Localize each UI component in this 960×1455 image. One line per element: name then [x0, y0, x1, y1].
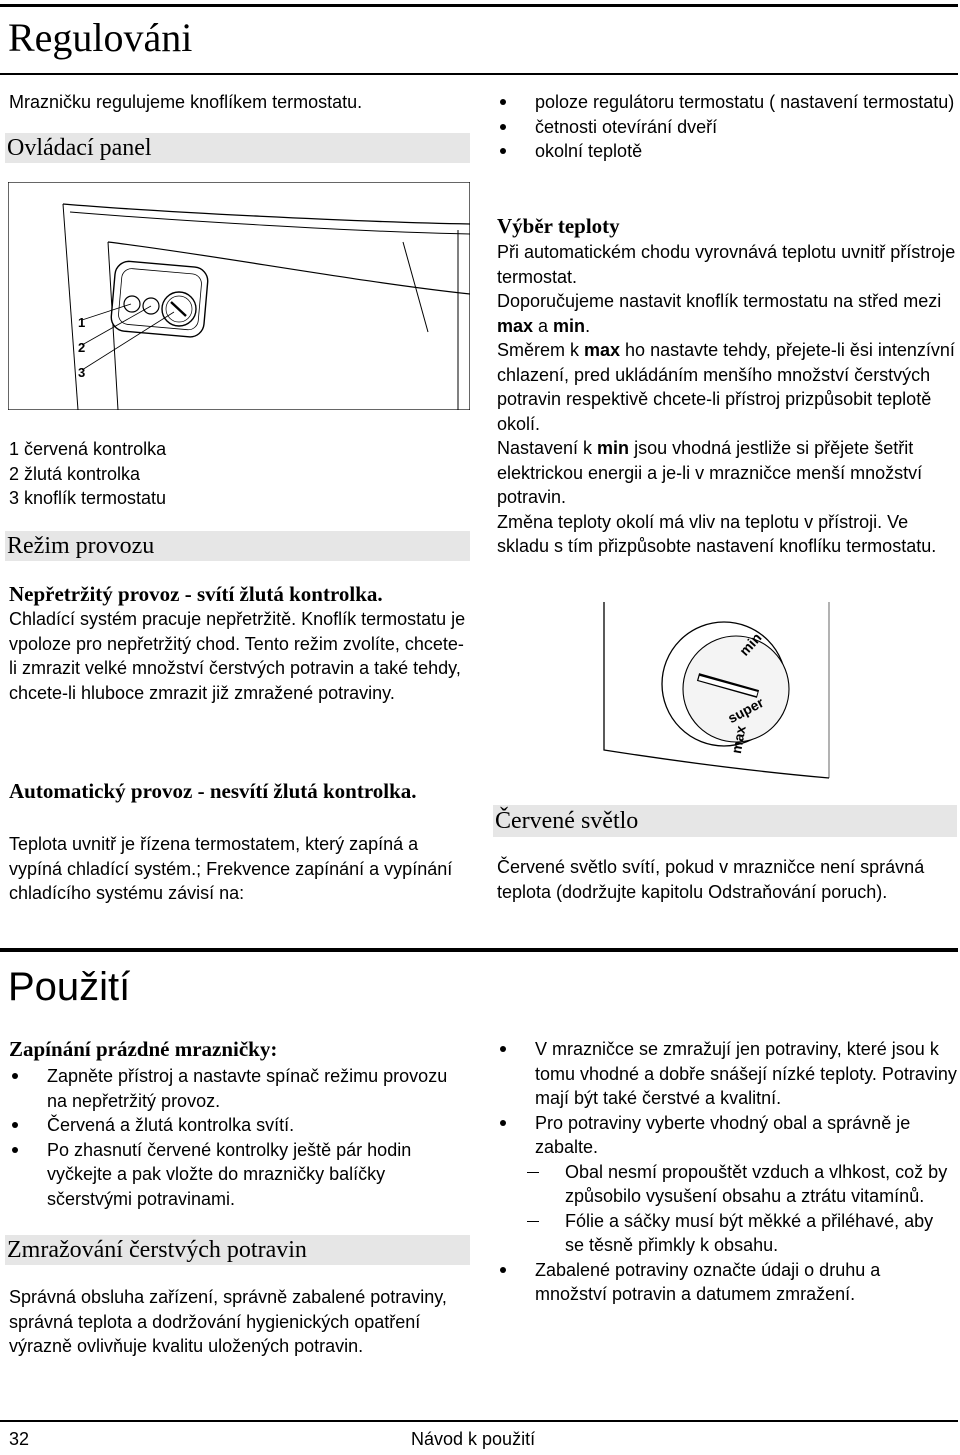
list-item: Zabalené potraviny označte údaji o druhu a množství potravin a datumem zmražení.	[497, 1258, 957, 1307]
empty-start-list	[9, 1064, 469, 1211]
red-light-text: Červené světlo svítí, pokud v mrazničce není správná teplota (dodržujte kapitolu Odstraňování poruch).	[497, 857, 925, 902]
freezing-text: Správná obsluha zařízení, správně zabalené potraviny, správná teplota a dodržování hygienických opatření výrazně ovlivňuje kvalitu uložených potravin.	[9, 1287, 447, 1356]
list-item: četnosti otevírání dveří	[497, 115, 957, 140]
control-panel-heading: Ovládací panel	[5, 133, 470, 163]
list-item: poloze regulátoru termostatu ( nastavení termostatu)	[497, 90, 957, 115]
usage-title: Použití	[8, 965, 131, 1009]
operation-mode-heading: Režim provozu	[5, 531, 470, 561]
red-indicator-light	[124, 296, 140, 312]
temperature-p1: Při automatickém chodu vyrovnává teplotu uvnitř přístroje termostat.	[497, 242, 956, 287]
freezing-heading: Zmražování čerstvých potravin	[5, 1235, 470, 1265]
figure-label-3: 3	[78, 365, 86, 380]
control-panel-figure	[8, 182, 470, 410]
tips-list	[497, 1037, 957, 1307]
title-underline	[0, 73, 958, 75]
legend-item: 3 knoflík termostatu	[9, 488, 167, 508]
intro-text: Mrazničku regulujeme knoflíkem termostatu.	[9, 92, 363, 112]
list-item: okolní teplotě	[497, 139, 957, 164]
list-item: Zapněte přístroj a nastavte spínač režimu provozu na nepřetržitý provoz.	[9, 1064, 469, 1113]
sub-list-item: Obal nesmí propouštět vzduch a vlhkost, což by způsobilo vysušení obsahu a ztrátu vitamínů.	[497, 1160, 957, 1209]
list-item: V mrazničce se zmražují jen potraviny, které jsou k tomu vhodné a dobře snášejí nízké teploty. Potraviny mají být také čerstvé a kvalitní.	[497, 1037, 957, 1111]
temperature-p2: Doporučujeme nastavit knoflík termostatu na střed mezi max a min.	[497, 291, 942, 336]
page-number: 32	[9, 1429, 30, 1449]
top-rule	[0, 4, 958, 7]
knob-figure	[601, 602, 831, 780]
auto-mode-text: Teplota uvnitř je řízena termostatem, který zapíná a vypíná chladící systém.; Frekvence zapínání a vypínání chladícího systému závisí na:	[9, 834, 453, 903]
control-panel-legend	[9, 437, 469, 511]
temperature-text	[497, 240, 957, 559]
continuous-mode-text: Chladící systém pracuje nepřetržitě. Knoflík termostatu je vpoloze pro nepřetržitý chod. Tento režim zvolíte, chcete-li zmrazit velké množství čerstvých potravin a také tehdy, chcete-li hluboce zmrazit již zmražené potraviny.	[9, 609, 466, 703]
footer-rule	[0, 1420, 958, 1422]
temperature-p5: Změna teploty okolí má vliv na teplotu v přístroji. Ve skladu s tím přizpůsobte nastavení knoflíku termostatu.	[497, 511, 937, 556]
temperature-p3: Směrem k max ho nastavte tehdy, přejete-li ěsi intenzívní chlazení, pred ukládáním menšího množství čerstvých potravin respektivě chcete-li přístroj prizpůsobit teplotě okolí.	[497, 340, 955, 434]
legend-item: 1 červená kontrolka	[9, 439, 167, 459]
knob-label-super: super	[725, 694, 767, 727]
thermostat-knob-illustration	[601, 602, 831, 780]
sub-list-item: Fólie a sáčky musí být měkké a přiléhavé, aby se těsně přimkly k obsahu.	[497, 1209, 957, 1258]
page-title: Regulováni	[8, 15, 193, 60]
section-divider	[0, 948, 958, 952]
knob-label-min: min	[736, 629, 765, 659]
legend-item: 2 žlutá kontrolka	[9, 463, 141, 484]
knob-label-max: max	[728, 724, 749, 755]
temperature-heading: Výběr teploty	[497, 214, 620, 238]
empty-start-heading: Zapínání prázdné mrazničky:	[9, 1037, 278, 1061]
continuous-mode-heading: Nepřetržitý provoz - svítí žlutá kontrolka.	[9, 582, 383, 606]
footer-title: Návod k použití	[411, 1429, 536, 1449]
list-item: Pro potraviny vyberte vhodný obal a správně je zabalte.	[497, 1111, 957, 1160]
figure-label-1: 1	[78, 315, 86, 330]
factors-list	[497, 90, 957, 164]
figure-label-2: 2	[78, 340, 86, 355]
red-light-heading: Červené světlo	[493, 805, 957, 837]
list-item: Po zhasnutí červené kontrolky ještě pár hodin vyčkejte a pak vložte do mrazničky balíčky sčerstvými potravinami.	[9, 1138, 469, 1212]
temperature-p4: Nastavení k min jsou vhodná jestliže si přějete šetřit elektrickou energii a je-li v mrazničce menší množství potravin.	[497, 438, 923, 507]
list-item: Červená a žlutá kontrolka svítí.	[9, 1113, 469, 1138]
auto-mode-heading: Automatický provoz - nesvítí žlutá kontrolka.	[9, 779, 417, 803]
